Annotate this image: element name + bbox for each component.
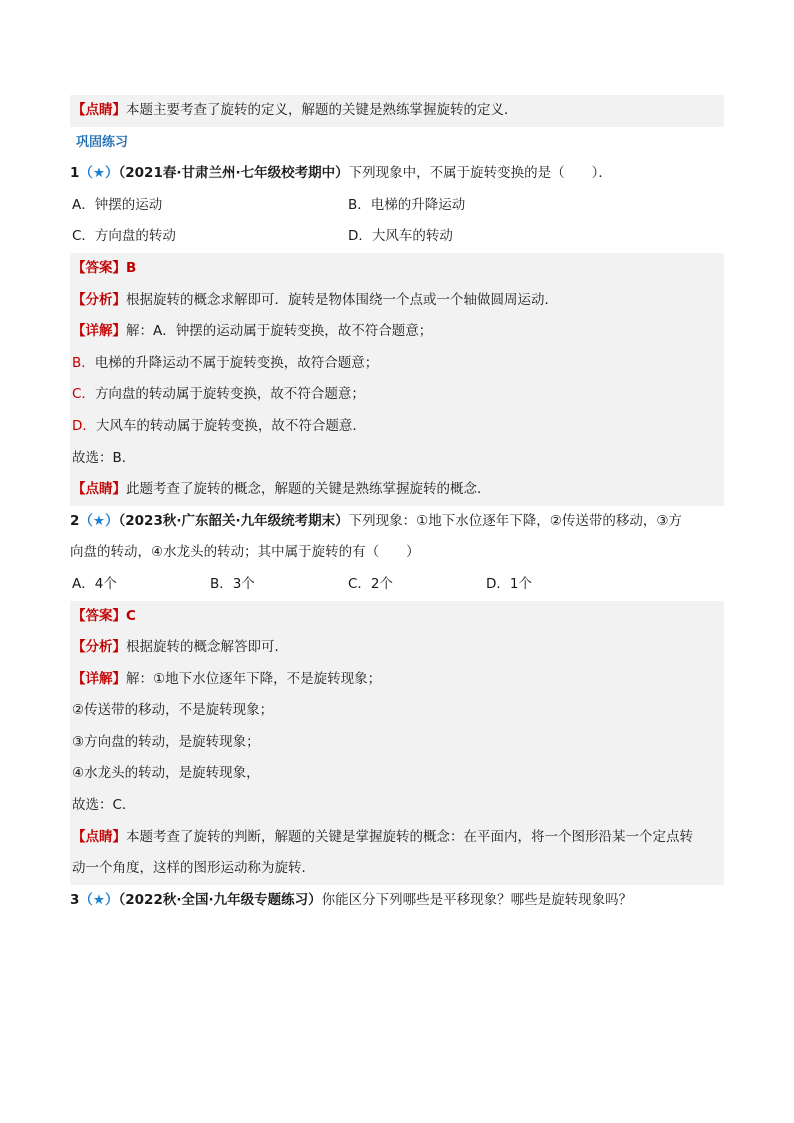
comment-text: 本题考查了旋转的判断，解题的关键是掌握旋转的概念：在平面内，将一个图形沿某一个定点转 xyxy=(126,828,693,845)
q2-stem-line-1 xyxy=(70,506,724,538)
q2-option-a: A．4个 xyxy=(72,575,117,592)
detail-text: 电梯的升降运动不属于旋转变换，故符合题意； xyxy=(94,354,379,371)
q1-detail-line-3 xyxy=(70,379,724,411)
comment-text: 此题考查了旋转的概念，解题的关键是熟练掌握旋转的概念． xyxy=(126,481,491,498)
detail-prefix: B． xyxy=(72,354,95,371)
q1-choice: 故选：B． xyxy=(70,443,724,475)
q2-number: 2 xyxy=(70,512,80,529)
detail-text: 方向盘的转动属于旋转变换，故不符合题意； xyxy=(94,386,365,403)
q1-detail-line-2 xyxy=(70,348,724,380)
comment-tag: 【点睛】 xyxy=(72,481,126,498)
q1-detail-line-1 xyxy=(70,316,724,348)
detail-prefix: D． xyxy=(72,417,96,434)
q2-stem-line-2: 向盘的转动，④水龙头的转动；其中属于旋转的有（ ） xyxy=(70,544,420,561)
q2-comment-line-2: 动一个角度，这样的图形运动称为旋转． xyxy=(70,853,724,885)
comment-line xyxy=(70,95,724,127)
analysis-text: 根据旋转的概念求解即可．旋转是物体围绕一个点或一个轴做圆周运动． xyxy=(126,291,558,308)
analysis-tag: 【分析】 xyxy=(72,291,126,308)
q1-option-b: B．电梯的升降运动 xyxy=(348,196,466,213)
comment-tag: 【点睛】 xyxy=(72,102,126,118)
q2-detail-line-2: ②传送带的移动，不是旋转现象； xyxy=(70,695,724,727)
q1-options-row-1 xyxy=(70,190,724,222)
detail-text: 大风车的转动属于旋转变换，故不符合题意． xyxy=(95,417,366,434)
answer-value: C xyxy=(126,607,136,624)
star-icon: （★） xyxy=(79,165,119,182)
q2-answer xyxy=(70,601,724,633)
q2-stem-text: 下列现象：①地下水位逐年下降，②传送带的移动，③方 xyxy=(348,512,682,529)
q1-answer xyxy=(70,253,724,285)
star-icon: （★） xyxy=(79,891,119,908)
q3-number: 3 xyxy=(70,891,80,908)
q2-option-d: D．1个 xyxy=(486,575,532,592)
q2-choice: 故选：C． xyxy=(70,790,724,822)
detail-tag: 【详解】 xyxy=(72,323,126,340)
q1-source: （2021春·甘肃兰州·七年级校考期中） xyxy=(118,165,349,182)
q2-detail-line-4: ④水龙头的转动，是旋转现象， xyxy=(70,758,724,790)
q2-option-b: B．3个 xyxy=(210,575,255,592)
q1-stem xyxy=(70,158,724,190)
detail-text: 解：①地下水位逐年下降，不是旋转现象； xyxy=(126,670,382,687)
answer-tag: 【答案】 xyxy=(72,259,126,276)
q3-stem xyxy=(70,885,724,917)
q2-comment-line-1 xyxy=(70,822,724,854)
q1-comment xyxy=(70,474,724,506)
detail-tag: 【详解】 xyxy=(72,670,126,687)
q1-analysis xyxy=(70,285,724,317)
q2-options-row xyxy=(70,569,724,601)
q3-source: （2022秋·全国·九年级专题练习） xyxy=(118,891,322,908)
answer-value: B xyxy=(126,259,137,276)
q2-detail-line-3: ③方向盘的转动，是旋转现象； xyxy=(70,727,724,759)
comment-tag: 【点睛】 xyxy=(72,828,126,845)
star-icon: （★） xyxy=(79,512,119,529)
detail-prefix: C． xyxy=(72,386,95,403)
q1-options-row-2 xyxy=(70,221,724,253)
q2-source: （2023秋·广东韶关·九年级统考期末） xyxy=(118,512,349,529)
q2-option-c: C．2个 xyxy=(348,575,394,592)
q1-option-a: A．钟摆的运动 xyxy=(72,196,163,213)
q1-detail-line-4 xyxy=(70,411,724,443)
comment-text: 本题主要考查了旋转的定义，解题的关键是熟练掌握旋转的定义． xyxy=(126,102,518,118)
analysis-tag: 【分析】 xyxy=(72,639,126,656)
q1-number: 1 xyxy=(70,165,80,182)
q1-option-d: D．大风车的转动 xyxy=(348,228,453,245)
q2-analysis xyxy=(70,632,724,664)
document-page xyxy=(70,95,724,916)
q2-detail-line-1 xyxy=(70,664,724,696)
q1-option-c: C．方向盘的转动 xyxy=(72,228,176,245)
section-title: 巩固练习 xyxy=(76,134,129,150)
detail-text: 解：A．钟摆的运动属于旋转变换，故不符合题意； xyxy=(126,323,433,340)
q1-stem-text: 下列现象中，不属于旋转变换的是（ ）． xyxy=(348,165,612,182)
analysis-text: 根据旋转的概念解答即可． xyxy=(126,639,288,656)
q3-stem-text: 你能区分下列哪些是平移现象？哪些是旋转现象吗？ xyxy=(321,891,633,908)
answer-tag: 【答案】 xyxy=(72,607,126,624)
